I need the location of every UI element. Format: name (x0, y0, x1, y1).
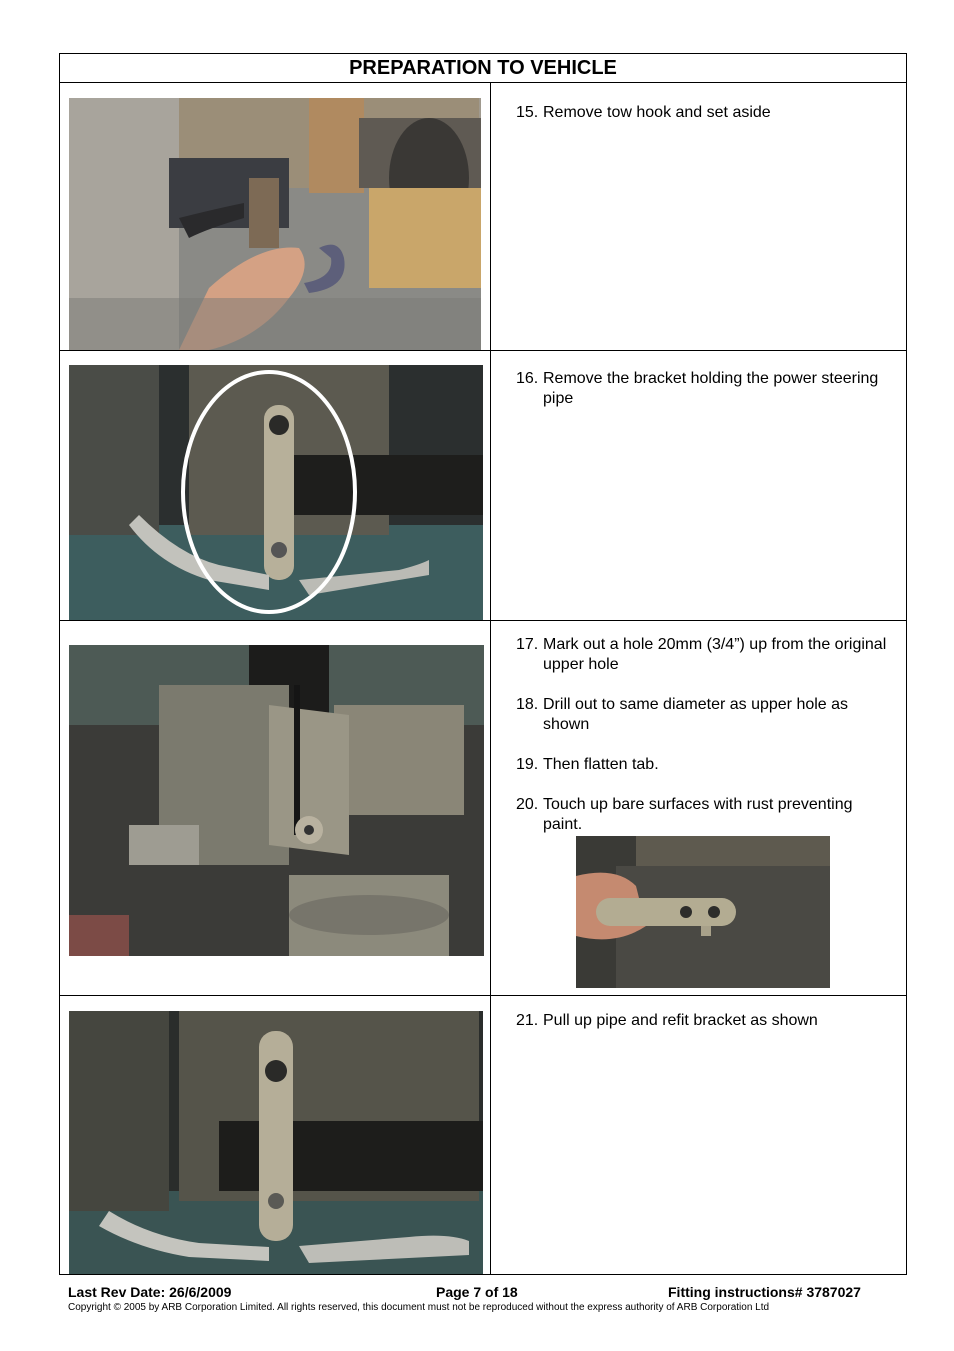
step-number: 16. (516, 370, 539, 387)
page-footer (68, 1284, 898, 1313)
step-row-16 (60, 351, 906, 621)
instruction-table (59, 53, 907, 1275)
page-number: Page 7 of 18 (436, 1284, 518, 1300)
fitting-instructions-number: Fitting instructions# 3787027 (668, 1284, 861, 1300)
page-title: PREPARATION TO VEHICLE (60, 54, 906, 83)
step-text: Touch up bare surfaces with rust preventing paint. (543, 796, 853, 833)
rev-date: Last Rev Date: 26/6/2009 (68, 1284, 232, 1300)
step-number: 21. (516, 1012, 539, 1029)
copyright-notice: Copyright © 2005 by ARB Corporation Limited. All rights reserved, this document must not be reproduced without the express authority of ARB Corporation Ltd (68, 1302, 770, 1313)
step-text: Pull up pipe and refit bracket as shown (543, 1012, 818, 1029)
bracket-photo (69, 365, 483, 620)
step-number: 18. (516, 696, 539, 713)
step-number: 19. (516, 756, 539, 773)
step-number: 20. (516, 796, 539, 813)
steps-list (516, 369, 896, 429)
step-text: Remove the bracket holding the power steering pipe (543, 370, 879, 407)
step-item (516, 103, 896, 123)
step-item (516, 795, 896, 835)
steps-list (516, 103, 896, 143)
step-row-21 (60, 996, 906, 1274)
step-text: Drill out to same diameter as upper hole as shown (543, 696, 849, 733)
step-item (516, 755, 896, 775)
refitted-bracket-photo (69, 1011, 483, 1274)
step-text: Then flatten tab. (543, 756, 659, 773)
step-number: 15. (516, 104, 539, 121)
steps-list (516, 635, 896, 855)
step-row-15 (60, 83, 906, 351)
step-text: Remove tow hook and set aside (543, 104, 771, 121)
step-item (516, 695, 896, 735)
tow-hook-photo (69, 98, 481, 350)
step-number: 17. (516, 636, 539, 653)
step-item (516, 1011, 896, 1031)
drilling-photo (69, 645, 484, 956)
step-text: Mark out a hole 20mm (3/4”) up from the original upper hole (543, 636, 887, 673)
steps-list (516, 1011, 896, 1051)
step-item (516, 369, 896, 409)
flattened-tab-photo (576, 836, 830, 988)
step-item (516, 635, 896, 675)
